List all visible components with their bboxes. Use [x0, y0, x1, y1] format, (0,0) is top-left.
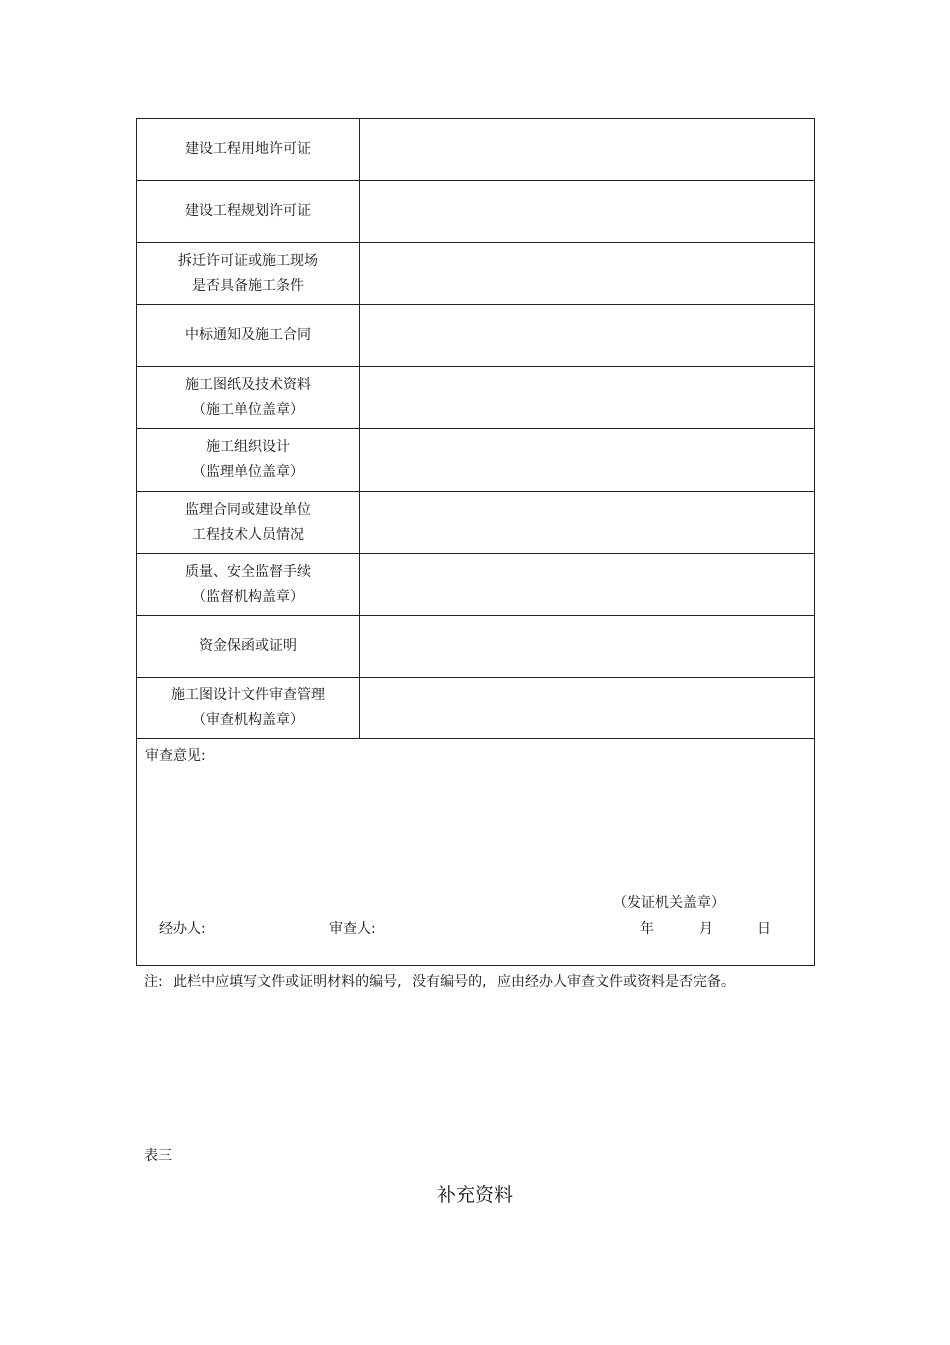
row-label-line: 资金保函或证明: [199, 638, 297, 654]
date-month-label: 月: [699, 921, 713, 937]
row-label: [137, 181, 360, 243]
table-number-label: 表三: [144, 1148, 172, 1164]
date-day-label: 日: [757, 921, 771, 937]
handler-label: 经办人:: [159, 921, 206, 937]
reviewer-label: 审查人:: [329, 921, 376, 937]
opinion-row: [137, 739, 815, 966]
row-label: [137, 119, 360, 181]
form-row: [137, 243, 815, 305]
footnote: 注: 此栏中应填写文件或证明材料的编号, 没有编号的, 应由经办人审查文件或资料是否完备。: [144, 974, 735, 990]
row-label: [137, 367, 360, 429]
row-label-line: 建设工程用地许可证: [185, 141, 311, 157]
row-label-line: 中标通知及施工合同: [185, 327, 311, 343]
row-label-line: （施工单位盖章）: [192, 401, 304, 418]
row-value-field[interactable]: [360, 119, 815, 181]
form-row: [137, 616, 815, 678]
section-title: 补充资料: [436, 1184, 513, 1206]
row-label-line: （监理单位盖章）: [192, 464, 304, 480]
row-label: [137, 243, 360, 305]
row-label: [137, 305, 360, 367]
issuing-authority-seal-label: （发证机关盖章）: [613, 895, 725, 911]
review-opinion-field[interactable]: [137, 739, 815, 966]
form-row: [137, 678, 815, 739]
row-label: [137, 554, 360, 616]
form-row: [137, 554, 815, 616]
row-value-field[interactable]: [360, 181, 815, 243]
date-year-label: 年: [640, 921, 654, 937]
row-label-line: 拆迁许可证或施工现场: [178, 252, 318, 269]
row-label: [137, 429, 360, 492]
form-row: [137, 492, 815, 554]
row-value-field[interactable]: [360, 492, 815, 554]
row-value-field[interactable]: [360, 678, 815, 739]
row-label-line: 建设工程规划许可证: [185, 203, 311, 219]
row-label-line: 监理合同或建设单位: [185, 501, 311, 518]
row-label-line: 工程技术人员情况: [192, 526, 304, 543]
row-label: [137, 678, 360, 739]
form-row: [137, 305, 815, 367]
row-label-line: 施工组织设计: [206, 439, 290, 455]
row-value-field[interactable]: [360, 243, 815, 305]
row-value-field[interactable]: [360, 616, 815, 678]
row-label-line: 施工图设计文件审查管理: [171, 687, 325, 703]
row-label-line: 是否具备施工条件: [192, 277, 304, 294]
row-value-field[interactable]: [360, 554, 815, 616]
row-value-field[interactable]: [360, 367, 815, 429]
row-label-line: （监督机构盖章）: [192, 588, 304, 605]
row-label: [137, 616, 360, 678]
row-value-field[interactable]: [360, 429, 815, 492]
opinion-title: 审查意见:: [145, 748, 206, 764]
row-label-line: 施工图纸及技术资料: [185, 376, 311, 393]
permit-review-form: [136, 118, 815, 966]
form-row: [137, 367, 815, 429]
row-label-line: 质量、安全监督手续: [185, 563, 311, 580]
form-row: [137, 429, 815, 492]
row-label: [137, 492, 360, 554]
form-row: [137, 181, 815, 243]
row-value-field[interactable]: [360, 305, 815, 367]
row-label-line: （审查机构盖章）: [192, 712, 304, 728]
form-row: [137, 119, 815, 181]
